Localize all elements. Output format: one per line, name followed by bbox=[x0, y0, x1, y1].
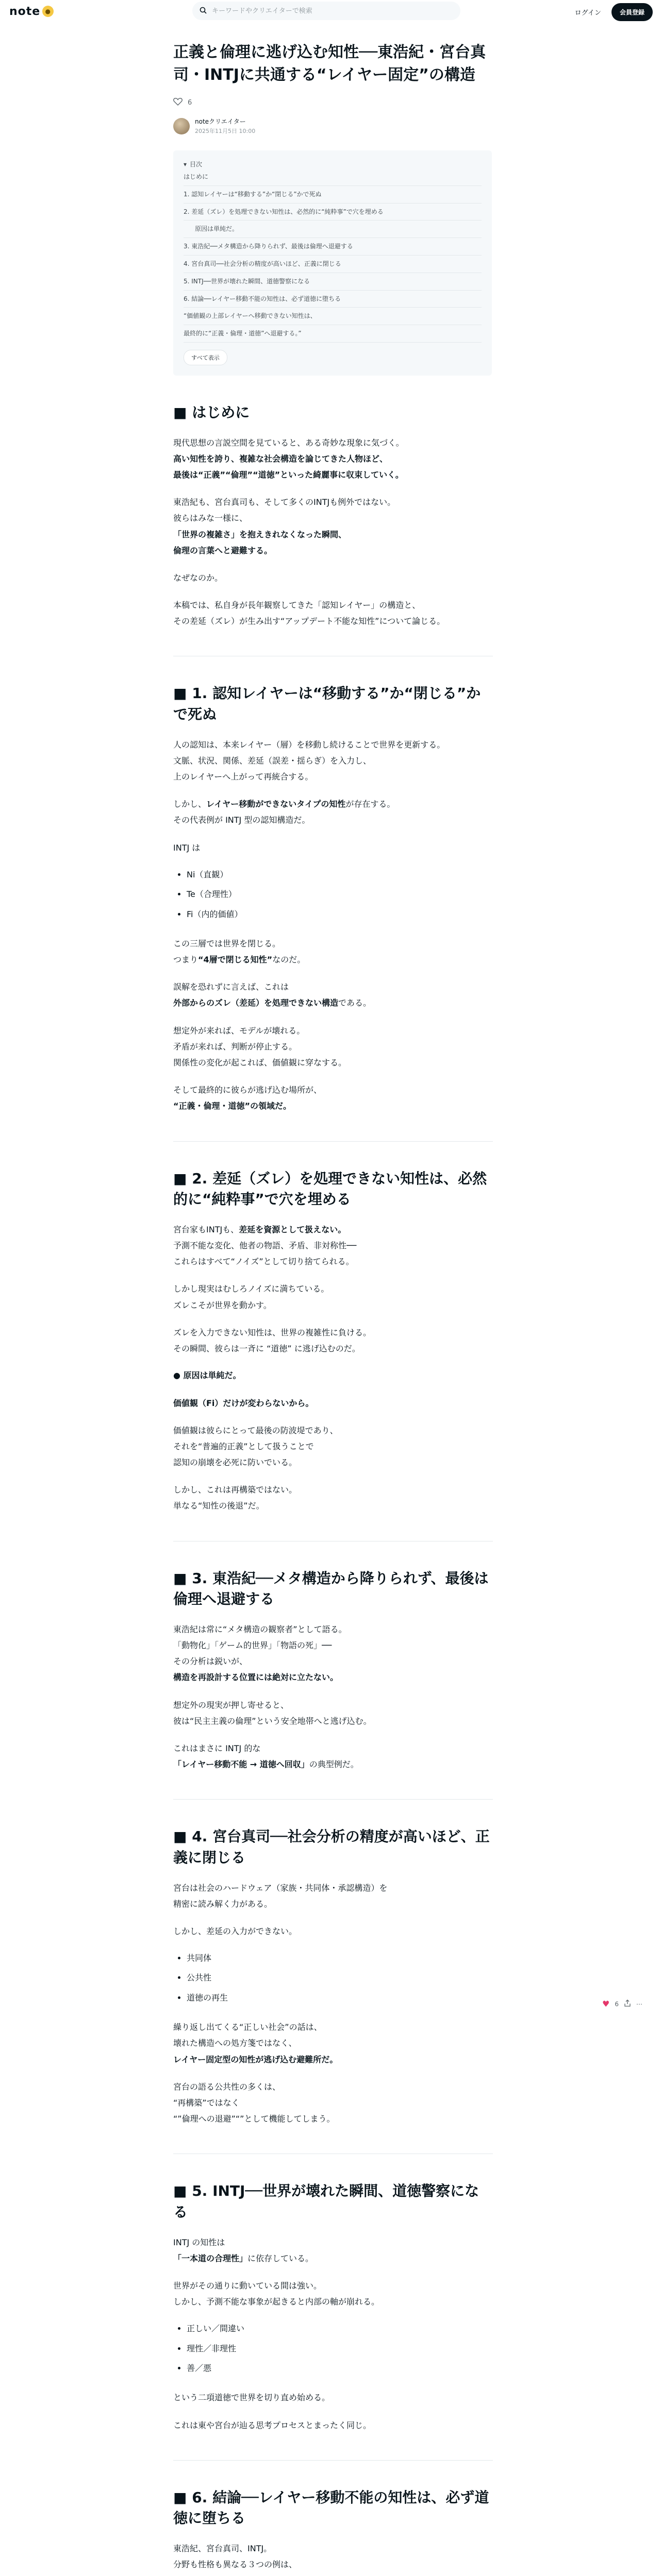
text-line: この三層では世界を閉じる。 bbox=[173, 938, 281, 948]
floating-like-count: 6 bbox=[615, 2000, 619, 2008]
section-heading: ■ 3. 東浩紀──メタ構造から降りられず、最後は倫理へ退避する bbox=[173, 1569, 489, 1608]
floating-actions bbox=[602, 1999, 642, 2009]
toc-item[interactable] bbox=[184, 256, 482, 273]
toc-item[interactable] bbox=[184, 291, 482, 308]
text-line: これはまさに INTJ 的な bbox=[173, 1743, 261, 1753]
logo-badge-icon: ● bbox=[42, 6, 54, 17]
paragraph bbox=[173, 1740, 493, 1772]
search-icon[interactable] bbox=[200, 6, 207, 16]
list-item: • Fi（内的価値） bbox=[187, 905, 493, 924]
toc-item[interactable] bbox=[184, 186, 482, 204]
login-link[interactable]: ログイン bbox=[574, 9, 601, 17]
text-line: 世界がその通りに動いている間は強い。 bbox=[173, 2280, 322, 2291]
toc-item-label: 最終的に“正義・倫理・道徳”へ退避する。” bbox=[184, 330, 302, 337]
text-line: 想定外が来れば、モデルが壊れる。 bbox=[173, 1025, 305, 1036]
like-row bbox=[173, 97, 493, 108]
text-line: しかし、予測不能な事象が起きると内部の軸が崩れる。 bbox=[173, 2297, 380, 2307]
section-heading: ■ 5. INTJ──世界が壊れた瞬間、道徳警察になる bbox=[173, 2182, 479, 2221]
text-line: しかし、 bbox=[173, 799, 207, 809]
paragraph bbox=[173, 796, 493, 828]
toc-heading[interactable] bbox=[184, 160, 482, 168]
bullet-list bbox=[173, 1948, 493, 2008]
text-line: 本稿では、私自身が長年観察してきた「認知レイヤー」の構造と、 bbox=[173, 600, 421, 611]
toc-item-label: 3. 東浩紀──メタ構造から降りられず、最後は倫理へ退避する bbox=[184, 243, 353, 250]
section-heading: ■ 2. 差延（ズレ）を処理できない知性は、必然的に“純粋事”で穴を埋める bbox=[173, 1170, 487, 1208]
text-line: 「動物化」「ゲーム的世界」「物語の死」── bbox=[173, 1640, 332, 1650]
text-line: その分析は鋭いが、 bbox=[173, 1656, 248, 1667]
text-line: 関係性の変化が起これば、価値観に穿なする。 bbox=[173, 1058, 347, 1068]
text-line: しかし、これは再構築ではない。 bbox=[173, 1485, 297, 1495]
site-header bbox=[0, 0, 662, 23]
text-line: 彼は“民主主義の倫理”という安全地帯へと逃げ込む。 bbox=[173, 1716, 372, 1726]
text-line: 分野も性格も異なる３つの例は、 bbox=[173, 2560, 297, 2570]
text-line: 東浩紀、宮台真司、INTJ。 bbox=[173, 2544, 272, 2554]
list-item: • 正しい／間違い bbox=[187, 2319, 493, 2338]
text-line: その代表例が INTJ 型の認知構造だ。 bbox=[173, 815, 310, 825]
text-line: これは東や宮台が辿る思考プロセスとまったく同じ。 bbox=[173, 2420, 372, 2430]
text-line-bold: レイヤー移動ができないタイプの知性 bbox=[206, 799, 346, 809]
paragraph bbox=[173, 2540, 493, 2576]
paragraph bbox=[173, 840, 493, 856]
text-line-bold: 高い知性を誇り、複雑な社会構造を論じてきた人物ほど、 bbox=[173, 453, 388, 464]
paragraph bbox=[173, 2234, 493, 2266]
text-line: に依存している。 bbox=[247, 2253, 314, 2263]
text-line: そして最終的に彼らが逃げ込む場所が、 bbox=[173, 1085, 322, 1095]
paragraph bbox=[173, 1422, 493, 1471]
like-count[interactable]: 6 bbox=[188, 98, 192, 107]
list-item: • 共同体 bbox=[187, 1948, 493, 1968]
text-line: その差延（ズレ）が生み出す“アップデート不能な知性”について論じる。 bbox=[173, 616, 445, 626]
text-line: 上のレイヤーへ上がって再統合する。 bbox=[173, 772, 313, 782]
text-line: 単なる“知性の後退”だ。 bbox=[173, 1501, 264, 1511]
paragraph bbox=[173, 2079, 493, 2127]
text-line-bold: レイヤー固定型の知性が逃げ込む避難所だ。 bbox=[173, 2054, 338, 2064]
table-of-contents bbox=[173, 150, 492, 376]
section-heading: ■ 1. 認知レイヤーは“移動する”か“閉じる”かで死ぬ bbox=[173, 685, 481, 723]
divider bbox=[173, 1799, 493, 1800]
heart-icon[interactable] bbox=[173, 97, 183, 108]
list-item: • 善／悪 bbox=[187, 2359, 493, 2378]
toc-item-label: 5. INTJ──世界が壊れた瞬間、道徳警察になる bbox=[184, 277, 310, 285]
text-line: 繰り返し出てくる“正しい社会”の話は、 bbox=[173, 2022, 322, 2032]
text-line: 彼らはみな一様に、 bbox=[173, 513, 248, 523]
text-line: 東浩紀は常に“メタ構造の観察者”として語る。 bbox=[173, 1624, 347, 1634]
paragraph bbox=[173, 1482, 493, 1514]
toc-item[interactable] bbox=[184, 325, 482, 343]
text-line: という二項道徳で世界を切り直め始める。 bbox=[173, 2393, 330, 2403]
text-line-bold: 「一本道の合理性」 bbox=[173, 2253, 248, 2263]
logo-text[interactable]: note bbox=[9, 5, 41, 18]
section-heading: ■ はじめに bbox=[173, 403, 250, 421]
text-line: つまり bbox=[173, 955, 198, 965]
text-line-bold: 「世界の複雑さ」を抱えきれなくなった瞬間、 bbox=[173, 529, 347, 539]
text-line: である。 bbox=[338, 998, 372, 1008]
text-line: の典型例だ。 bbox=[309, 1759, 359, 1770]
text-line: 人の認知は、本来レイヤー（層）を移動し続けることで世界を更新する。 bbox=[173, 739, 445, 750]
text-line: しかし、差延の入力ができない。 bbox=[173, 1926, 297, 1936]
text-line: “再構築”ではなく bbox=[173, 2097, 240, 2108]
text-line-bold: 倫理の言葉へと避難する。 bbox=[173, 545, 273, 555]
text-line: 東浩紀も、宮台真司も、そして多くのINTJも例外ではない。 bbox=[173, 497, 396, 507]
paragraph bbox=[173, 979, 493, 1011]
heart-icon[interactable]: ♥ bbox=[602, 1999, 610, 2009]
toc-item[interactable] bbox=[184, 308, 482, 325]
list-item: • 道徳の再生 bbox=[187, 1988, 493, 2008]
paragraph bbox=[173, 2019, 493, 2067]
paragraph bbox=[173, 1222, 493, 1270]
share-icon[interactable] bbox=[624, 1999, 631, 2008]
text-line: 現代思想の言説空間を見ていると、ある奇妙な現象に気づく。 bbox=[173, 437, 404, 448]
paragraph bbox=[173, 1281, 493, 1313]
paragraph bbox=[173, 1325, 493, 1357]
text-line: 宮台の語る公共性の多くは、 bbox=[173, 2081, 281, 2092]
paragraph bbox=[173, 2389, 493, 2405]
toc-heading-label: 目次 bbox=[190, 161, 203, 168]
text-line: なぜなのか。 bbox=[173, 572, 223, 583]
toc-item-label: 4. 宮台真司──社会分析の精度が高いほど、正義に閉じる bbox=[184, 260, 341, 267]
paragraph bbox=[173, 1697, 493, 1729]
paragraph bbox=[173, 1395, 493, 1411]
text-line-bold: 最後は“正義”“倫理”“道徳”といった綺麗事に収束していく。 bbox=[173, 469, 404, 480]
text-line: 矛盾が来れば、判断が停止する。 bbox=[173, 1041, 297, 1052]
toc-item-label: 2. 差延（ズレ）を処理できない知性は、必然的に“純粋事”で穴を埋める bbox=[184, 208, 384, 215]
header-actions bbox=[575, 3, 653, 21]
divider bbox=[173, 1141, 493, 1142]
text-line: 壊れた構造への処方箋ではなく、 bbox=[173, 2038, 297, 2048]
toc-item[interactable] bbox=[184, 221, 482, 238]
text-line: 精密に読み解く力がある。 bbox=[173, 1899, 273, 1909]
text-line: が存在する。 bbox=[345, 799, 395, 809]
text-line: なのだ。 bbox=[272, 955, 306, 965]
list-item: • 公共性 bbox=[187, 1968, 493, 1988]
author-block[interactable] bbox=[173, 117, 493, 135]
toc-item-label: 原因は単純だ。 bbox=[195, 225, 239, 233]
text-line: 宮台は社会のハードウェア（家族・共同体・承認構造）を bbox=[173, 1883, 388, 1893]
toc-item[interactable] bbox=[184, 168, 482, 186]
section-intro bbox=[173, 402, 493, 629]
subheading: ● 原因は単純だ。 bbox=[173, 1370, 241, 1381]
toc-item[interactable] bbox=[184, 204, 482, 221]
text-line-bold: 価値観（Fi）だけが変わらないから。 bbox=[173, 1398, 314, 1408]
divider bbox=[173, 2460, 493, 2461]
text-line: 誤解を恐れずに言えば、これは bbox=[173, 982, 289, 992]
list-item: • Ni（直観） bbox=[187, 865, 493, 885]
text-line-bold: 外部からのズレ（差延）を処理できない構造 bbox=[173, 998, 339, 1008]
search-input[interactable] bbox=[212, 7, 453, 15]
text-line: しかし現実はむしろノイズに満ちている。 bbox=[173, 1284, 329, 1294]
text-line-bold: 「レイヤー移動不能 → 道徳へ回収」 bbox=[173, 1759, 309, 1770]
paragraph bbox=[173, 1023, 493, 1071]
text-line: INTJ の知性は bbox=[173, 2237, 225, 2247]
section-5 bbox=[173, 2181, 493, 2433]
text-line: 宮台家もINTJも、 bbox=[173, 1224, 239, 1234]
paragraph bbox=[173, 1923, 493, 1939]
text-line: 文脈、状況、関係、差延（誤差・揺らぎ）を入力し、 bbox=[173, 755, 372, 766]
section-6 bbox=[173, 2487, 493, 2576]
text-line: ズレこそが世界を動かす。 bbox=[173, 1300, 272, 1310]
text-line: ズレを入力できない知性は、世界の複雑性に負ける。 bbox=[173, 1327, 372, 1337]
section-4 bbox=[173, 1826, 493, 2127]
paragraph bbox=[173, 435, 493, 483]
article-title: 正義と倫理に逃げ込む知性──東浩紀・宮台真司・INTJに共通する“レイヤー固定”の構造 bbox=[173, 43, 486, 84]
paragraph bbox=[173, 597, 493, 629]
section-heading: ■ 6. 結論──レイヤー移動不能の知性は、必ず道徳に堕ちる bbox=[173, 2488, 489, 2527]
paragraph bbox=[173, 1082, 493, 1114]
section-2 bbox=[173, 1168, 493, 1514]
more-icon[interactable]: ⋯ bbox=[636, 2000, 642, 2008]
section-3 bbox=[173, 1568, 493, 1773]
toc-show-all-button[interactable]: すべて表示 bbox=[184, 350, 227, 365]
toc-item-label: はじめに bbox=[184, 173, 209, 180]
toc-item-label: 6. 結論──レイヤー移動不能の知性は、必ず道徳に堕ちる bbox=[184, 295, 341, 302]
search-bar[interactable] bbox=[192, 2, 460, 20]
article bbox=[173, 41, 493, 2576]
text-line-bold: “4層で閉じる知性” bbox=[198, 955, 273, 965]
list-item: • Te（合理性） bbox=[187, 885, 493, 904]
signup-button[interactable]: 会員登録 bbox=[611, 3, 653, 21]
text-line-bold: 構造を再設計する位置には絶対に立たない。 bbox=[173, 1672, 339, 1683]
text-line: INTJ は bbox=[173, 842, 201, 853]
text-line-bold: 差延を資源として扱えない。 bbox=[239, 1224, 346, 1234]
bullet-list bbox=[173, 865, 493, 924]
text-line: 価値観は彼らにとって最後の防波堤であり、 bbox=[173, 1425, 338, 1435]
toc-item-label: 1. 認知レイヤーは“移動する”か“閉じる”かで死ぬ bbox=[184, 190, 322, 198]
toc-item[interactable] bbox=[184, 273, 482, 291]
text-line-bold: “正義・倫理・道徳”の領域だ。 bbox=[173, 1101, 292, 1111]
post-date: 2025年11月5日 10:00 bbox=[195, 128, 256, 134]
text-line: それを“普遍的正義”として扱うことで bbox=[173, 1441, 314, 1451]
paragraph bbox=[173, 1621, 493, 1686]
author-avatar[interactable] bbox=[173, 118, 190, 134]
section-heading: ■ 4. 宮台真司──社会分析の精度が高いほど、正義に閉じる bbox=[173, 1828, 490, 1866]
paragraph bbox=[173, 2278, 493, 2310]
text-line: その瞬間、彼らは一斉に “道徳” に逃げ込むのだ。 bbox=[173, 1343, 360, 1353]
paragraph bbox=[173, 2417, 493, 2433]
text-line: これらはすべて“ノイズ”として切り捨てられる。 bbox=[173, 1257, 354, 1267]
author-name[interactable]: noteクリエイター bbox=[195, 118, 246, 125]
note-logo[interactable] bbox=[9, 5, 54, 18]
text-line: 想定外の現実が押し寄せると、 bbox=[173, 1700, 289, 1710]
list-item: • 理性／非理性 bbox=[187, 2339, 493, 2359]
paragraph bbox=[173, 737, 493, 785]
text-line: 認知の崩壊を必死に防いでいる。 bbox=[173, 1458, 297, 1468]
bullet-list bbox=[173, 2319, 493, 2378]
paragraph bbox=[173, 570, 493, 586]
paragraph bbox=[173, 936, 493, 968]
text-line: 予測不能な変化、他者の物語、矛盾、非対称性── bbox=[173, 1240, 357, 1250]
toc-item-label: “価値観の上部レイヤーへ移動できない知性は、 bbox=[184, 312, 317, 320]
text-line: “”倫理への退避”“”として機能してしまう。 bbox=[173, 2114, 335, 2124]
paragraph bbox=[173, 1880, 493, 1912]
paragraph bbox=[173, 494, 493, 558]
toc-item[interactable] bbox=[184, 238, 482, 256]
section-1 bbox=[173, 683, 493, 1114]
chevron-down-icon: ▾ bbox=[184, 160, 187, 168]
